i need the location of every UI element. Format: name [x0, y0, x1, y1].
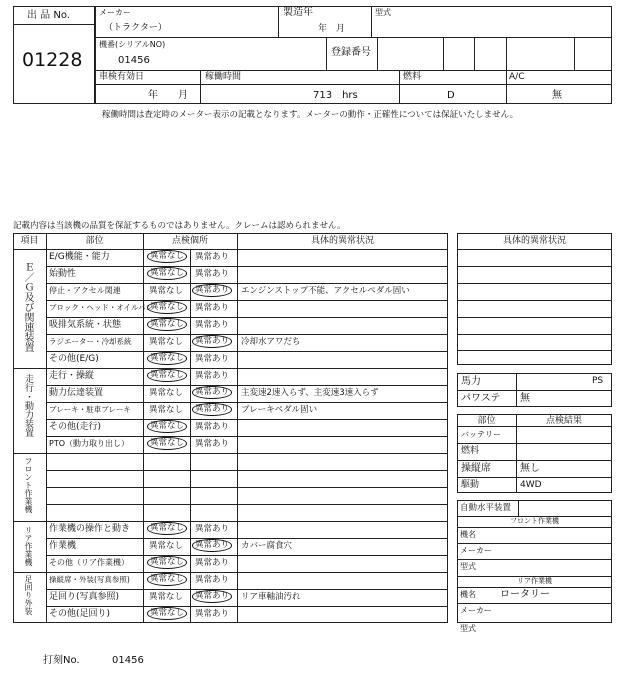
rear-model-label: 型式: [460, 624, 476, 633]
serial-label: 機番(シリアルNO): [99, 40, 166, 49]
ac-label: A/C: [509, 72, 525, 82]
table-row: [46, 555, 448, 572]
abnormal-option[interactable]: 異常あり: [195, 252, 230, 262]
part-header: 部位: [477, 416, 496, 426]
col-item: 項目: [20, 236, 39, 246]
table-row: [46, 419, 448, 436]
table-row: [46, 606, 448, 623]
abnormal-option[interactable]: 異常あり: [195, 439, 230, 449]
abnormal-option[interactable]: 異常あり: [195, 320, 230, 330]
table-row: [46, 521, 448, 538]
right-detail-box: [457, 233, 612, 365]
inspection-label: 車検有効日: [99, 72, 145, 82]
row-detail: ブレーキペダル固い: [241, 405, 318, 415]
group-label-drive: 走行・動力装置: [23, 374, 33, 437]
table-row: [46, 538, 448, 555]
table-row: [46, 589, 448, 606]
year-unit: 年 月: [318, 24, 346, 34]
row-part-label: その他(E/G): [49, 354, 99, 364]
row-part-label: E/G機能・能力: [49, 252, 110, 262]
row-part-label: 操縦席・外装(写真参照): [49, 575, 130, 584]
table-row: [46, 436, 448, 453]
normal-option[interactable]: 異常なし: [147, 573, 187, 586]
normal-option[interactable]: 異常なし: [147, 607, 187, 620]
steering-label: パワステ: [461, 393, 501, 404]
normal-option[interactable]: 異常なし: [147, 318, 187, 331]
row-part-label: 停止・アクセル関連: [49, 286, 121, 295]
row-detail: カバー腐食穴: [241, 541, 293, 551]
abnormal-option[interactable]: 異常あり: [192, 335, 232, 348]
table-row: [46, 402, 448, 419]
row-part-label: 始動性: [49, 269, 77, 279]
normal-option[interactable]: 異常なし: [147, 301, 187, 314]
row-part-label: 吸排気系統・状態: [49, 320, 122, 330]
inspection-unit: 年 月: [148, 90, 188, 101]
row-part-label: 走行・操縦: [49, 371, 95, 381]
normal-option[interactable]: 異常なし: [149, 405, 184, 415]
row-part-label: 足回り(写真参照): [49, 592, 120, 602]
normal-option[interactable]: 異常なし: [147, 556, 187, 569]
table-row: [46, 283, 448, 300]
rear-maker-label: メーカー: [460, 606, 492, 615]
table-row: [46, 334, 448, 351]
hours-value: 713 hrs: [313, 90, 358, 101]
row-part-label: PTO（動力取り出し）: [49, 439, 130, 448]
abnormal-option[interactable]: 異常あり: [195, 524, 230, 534]
table-row: [46, 266, 448, 283]
abnormal-option[interactable]: 異常あり: [195, 354, 230, 364]
serial-value: 01456: [118, 55, 150, 66]
group-label-rear: リア作業機: [24, 526, 33, 566]
year-label: 製造年: [283, 7, 313, 18]
steering-value: 無: [520, 393, 530, 404]
row-part-label: その他(走行): [49, 422, 102, 432]
abnormal-option[interactable]: 異常あり: [195, 558, 230, 568]
leveler-label: 自動水平装置: [460, 503, 512, 513]
col-detail: 具体的異常状況: [310, 236, 374, 246]
lot-label: 出 品 No.: [27, 10, 70, 21]
lot-number: 01228: [22, 49, 83, 71]
hours-label: 稼働時間: [205, 72, 242, 82]
row-part-label: 作業機の操作と動き: [49, 524, 131, 534]
hours-note: 稼働時間は査定時のメーター表示の記載となります。メーターの動作・正確性については保証いたしません。: [102, 110, 519, 120]
group-label-front: フロント作業機: [24, 457, 33, 513]
fuel-label: 燃料: [403, 72, 422, 82]
abnormal-option[interactable]: 異常あり: [195, 371, 230, 381]
right-detail-header: 具体的異常状況: [502, 236, 566, 246]
abnormal-option[interactable]: 異常あり: [192, 284, 232, 297]
normal-option[interactable]: 異常なし: [147, 420, 187, 433]
normal-option[interactable]: 異常なし: [149, 388, 184, 398]
abnormal-option[interactable]: 異常あり: [195, 422, 230, 432]
front-header: フロント作業機: [510, 517, 559, 525]
group-label-engine: Ｅ／Ｇ及び関連装置: [22, 262, 33, 352]
table-row: [46, 572, 448, 589]
row-detail: 主変速2速入らず、主変速3速入らず: [241, 388, 379, 398]
table-row: [46, 351, 448, 368]
stamp-value: 01456: [112, 655, 144, 666]
row-part-label: ブレーキ・駐車ブレーキ: [49, 405, 131, 414]
col-check: 点検個所: [171, 236, 208, 246]
table-row: [46, 368, 448, 385]
normal-option[interactable]: 異常なし: [149, 592, 184, 602]
row-part-label: その他(足回り): [49, 609, 111, 619]
rear-header: リア作業機: [517, 577, 552, 585]
abnormal-option[interactable]: 異常あり: [195, 303, 230, 313]
stamp-label: 打刻No.: [43, 655, 80, 666]
group-label-exterior: 足回り外装: [24, 575, 33, 615]
rear-name-label: 機名: [460, 590, 476, 599]
abnormal-option[interactable]: 異常あり: [192, 386, 232, 399]
disclaimer: 記載内容は当該機の品質を保証するものではありません。クレームは認められません。: [13, 221, 346, 231]
row-part-label: 作業機: [49, 541, 77, 551]
result-header: 点検結果: [545, 416, 582, 426]
row-detail: エンジンストップ不能、アクセルペダル固い: [241, 286, 410, 296]
abnormal-option[interactable]: 異常あり: [195, 609, 230, 619]
fuel-check-label: 燃料: [461, 446, 480, 456]
normal-option[interactable]: 異常なし: [149, 337, 184, 347]
abnormal-option[interactable]: 異常あり: [192, 403, 232, 416]
row-part-label: その他（リア作業機）: [49, 558, 129, 567]
table-row: [46, 385, 448, 402]
row-part-label: ブロック・ヘッド・オイルパン: [49, 303, 153, 312]
abnormal-option[interactable]: 異常あり: [192, 590, 232, 603]
cabin-label: 操縦席: [461, 463, 491, 474]
ac-value: 無: [552, 90, 562, 101]
rear-name-value: ロータリー: [500, 589, 550, 600]
drive-value: 4WD: [520, 480, 542, 490]
model-label: 型式: [375, 8, 391, 17]
normal-option[interactable]: 異常なし: [147, 522, 187, 535]
normal-option[interactable]: 異常なし: [149, 541, 184, 551]
normal-option[interactable]: 異常なし: [147, 437, 187, 450]
normal-option[interactable]: 異常なし: [147, 250, 187, 263]
cabin-value: 無し: [520, 463, 540, 474]
maker-value: （トラクター）: [104, 23, 167, 33]
front-name-label: 機名: [460, 530, 476, 539]
power-unit: PS: [592, 376, 604, 386]
normal-option[interactable]: 異常なし: [147, 352, 187, 365]
col-part: 部位: [85, 236, 104, 246]
drive-label: 駆動: [461, 480, 480, 490]
power-label: 馬力: [461, 376, 481, 387]
row-detail: 冷却水アワだち: [241, 337, 301, 347]
front-maker-label: メーカー: [460, 546, 492, 555]
abnormal-option[interactable]: 異常あり: [195, 269, 230, 279]
reg-label: 登録番号: [331, 47, 371, 58]
maker-label: メーカー: [99, 8, 131, 17]
battery-label: バッテリー: [461, 430, 501, 439]
table-row: [46, 249, 448, 266]
table-row: [46, 317, 448, 334]
normal-option[interactable]: 異常なし: [149, 286, 184, 296]
row-part-label: ラジエーター・冷却系統: [49, 337, 132, 346]
row-part-label: 動力伝達装置: [49, 388, 104, 398]
row-detail: リア車軸油汚れ: [241, 592, 301, 602]
abnormal-option[interactable]: 異常あり: [195, 575, 230, 585]
front-model-label: 型式: [460, 562, 476, 571]
fuel-value: D: [447, 90, 455, 101]
table-row: [46, 300, 448, 317]
abnormal-option[interactable]: 異常あり: [192, 539, 232, 552]
normal-option[interactable]: 異常なし: [147, 369, 187, 382]
normal-option[interactable]: 異常なし: [147, 267, 187, 280]
